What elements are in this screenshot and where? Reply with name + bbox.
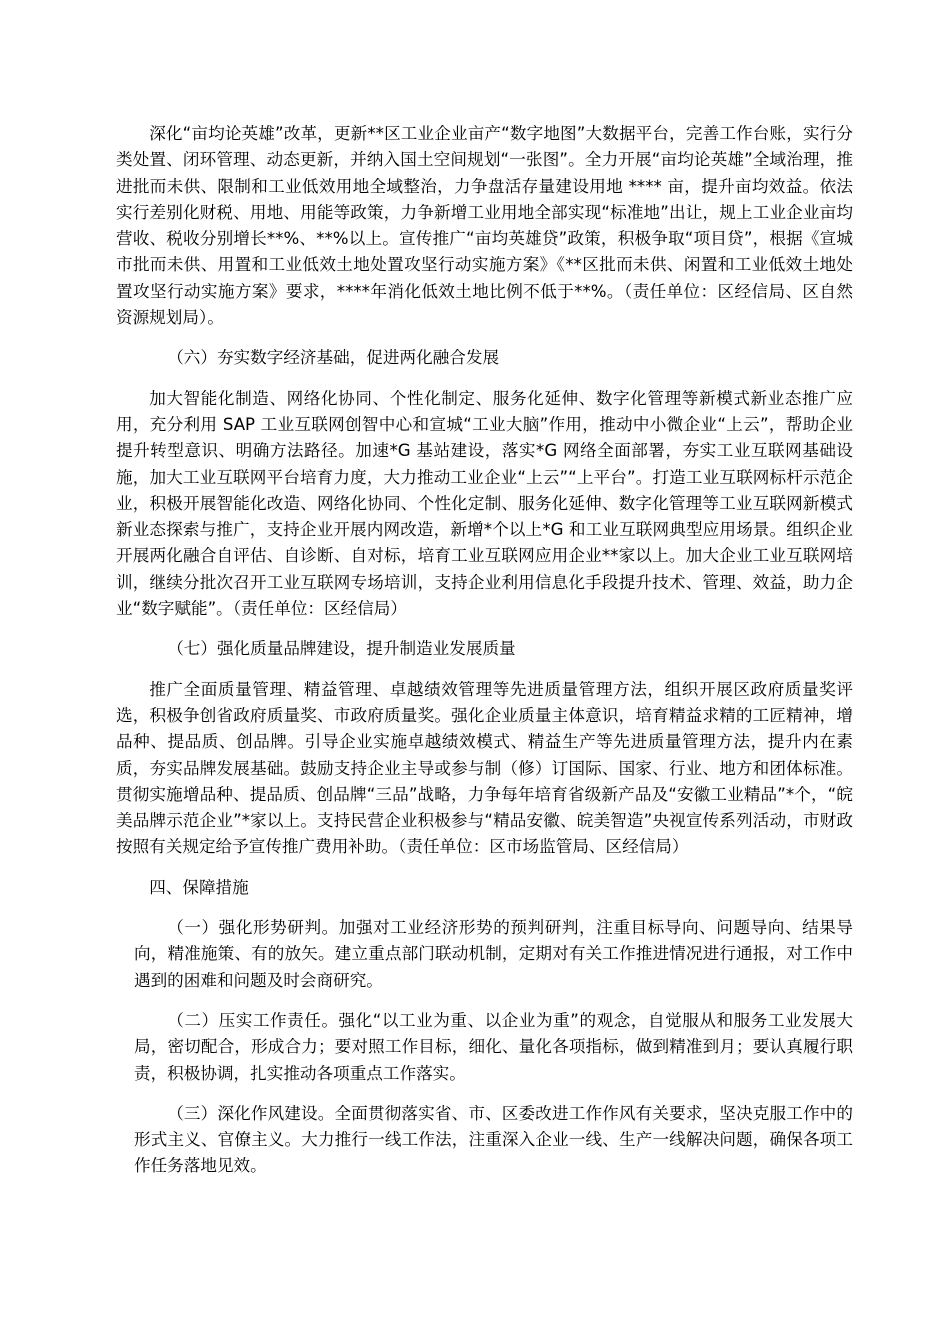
document-body [116,121,853,1180]
paragraph-quality-brand: 推广全面质量管理、精益管理、卓越绩效管理等先进质量管理方法，组织开展区政府质量奖评选，积极争创省政府质量奖、市政府质量奖。强化企业质量主体意识，培育精益求精的工匠精神，增品种、提品质、创品牌。引导企业实施卓越绩效模式、精益生产等先进质量管理方法，提升内在素质，夯实品牌发展基础。鼓励支持企业主导或参与制（修）订国际、国家、行业、地方和团体标准。贯彻实施增品种、提品质、创品牌“三品”战略，力争每年培育省级新产品及“安徽工业精品”*个，“皖美品牌示范企业”*家以上。支持民营企业积极参与“精品安徽、皖美智造”央视宣传系列活动，市财政按照有关规定给予宣传推广费用补助。（责任单位：区市场监管局、区经信局） [116,679,853,857]
paragraph-digital-economy: 加大智能化制造、网络化协同、个性化制定、服务化延伸、数字化管理等新模式新业态推广应用，充分利用 SAP 工业互联网创智中心和宣城“工业大脑”作用，推动中小微企业“上云”，帮助企业提升转型意识、明确方法路径。加速*G 基站建设，落实*G 网络全面部署，夯实工业互联网基础设施，加大工业互联网平台培育力度，大力推动工业企业“上云”“上平台”。打造工业互联网标杆示范企业，积极开展智能化改造、网络化协同、个性化定制、服务化延伸、数字化管理等工业互联网新模式新业态探索与推广，支持企业开展内网改造，新增*个以上*G 和工业互联网典型应用场景。组织企业开展两化融合自评估、自诊断、自对标，培育工业互联网应用企业**家以上。加大企业工业互联网培训，继续分批次召开工业互联网专场培训，支持企业利用信息化手段提升技术、管理、效益，助力企业“数字赋能”。（责任单位：区经信局） [116,388,853,619]
heading-digital-economy: （六）夯实数字经济基础，促进两化融合发展 [167,348,500,368]
paragraph-work-responsibility: （二）压实工作责任。强化“以工业为重、以企业为重”的观念，自觉服从和服务工业发展大局，密切配合，形成合力；要对照工作目标，细化、量化各项指标，做到精准到月；要认真履行职责，积极协调，扎实推动各项重点工作落实。 [134,1010,853,1083]
paragraph-land-efficiency: 深化“亩均论英雄”改革，更新**区工业企业亩产“数字地图”大数据平台，完善工作台账，实行分类处置、闭环管理、动态更新，并纳入国土空间规划“一张图”。全力开展“亩均论英雄”全域治理，推进批而未供、限制和工业低效用地全域整治，力争盘活存量建设用地 **** 亩，提升亩均效益。依法实行差别化财税、用地、用能等政策，力争新增工业用地全部实现“标准地”出让，规上工业企业亩均营收、税收分别增长**%、**%以上。宣传推广“亩均英雄贷”政策，积极争取“项目贷”，根据《宣城市批而未供、用置和工业低效土地处置攻坚行动实施方案》《**区批而未供、闲置和工业低效土地处置攻坚行动实施方案》要求，****年消化低效土地比例不低于**%。（责任单位：区经信局、区自然资源规划局）。 [116,124,853,328]
paragraph-situation-analysis: （一）强化形势研判。加强对工业经济形势的预判研判，注重目标导向、问题导向、结果导向，精准施策、有的放矢。建立重点部门联动机制，定期对有关工作推进情况进行通报，对工作中遇到的困难和问题及时会商研究。 [134,918,853,990]
paragraph-work-style: （三）深化作风建设。全面贯彻落实省、市、区委改进工作作风有关要求，坚决克服工作中的形式主义、官僚主义。大力推行一线工作法，注重深入企业一线、生产一线解决问题，确保各项工作任务落地见效。 [134,1103,853,1176]
section-title-safeguards: 四、保障措施 [149,877,249,897]
heading-quality-brand: （七）强化质量品牌建设，提升制造业发展质量 [167,639,516,659]
